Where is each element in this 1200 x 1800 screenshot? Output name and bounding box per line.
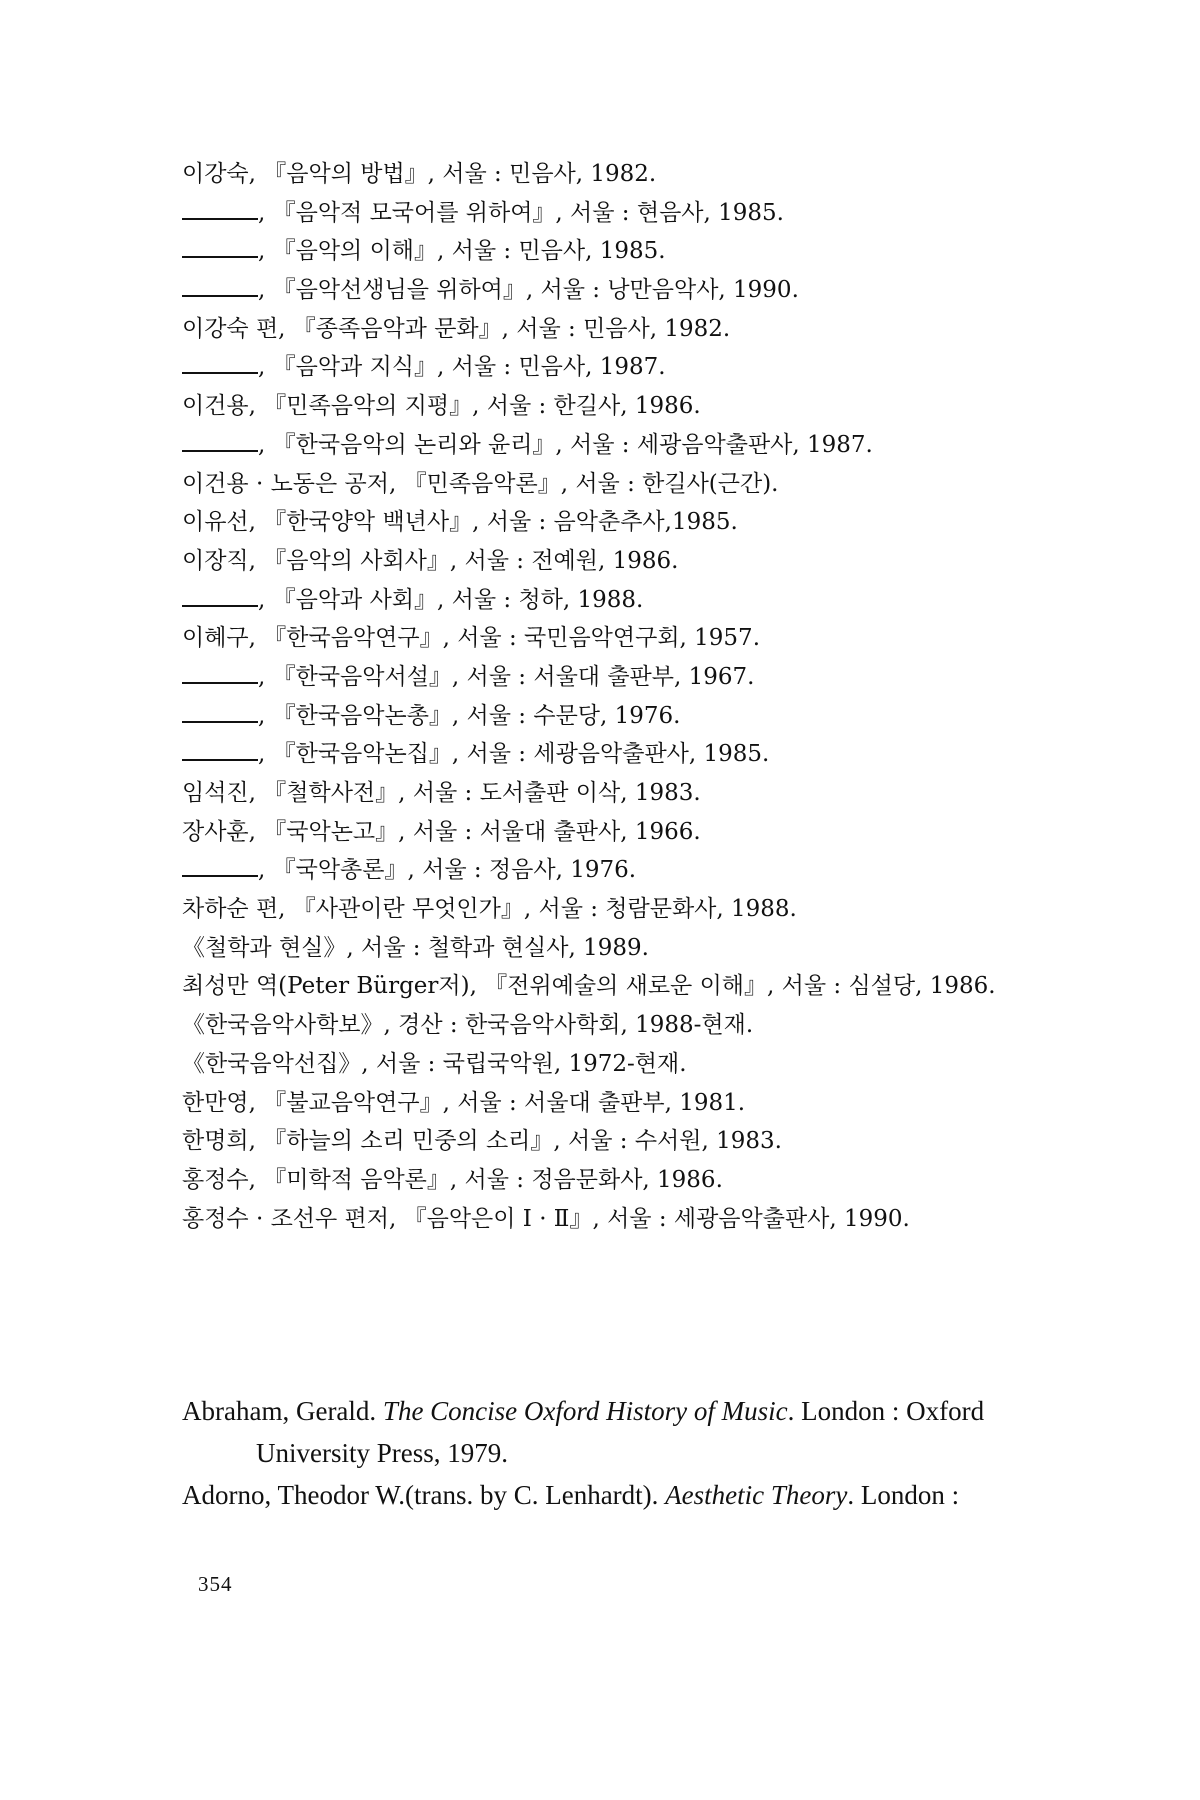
page-number: 354 xyxy=(198,1572,233,1596)
reference-entry: 이강숙 편, 『종족음악과 문화』, 서울 : 민음사, 1982. xyxy=(182,315,731,342)
reference-entry: 최성만 역(Peter Bürger저), 『전위예술의 새로운 이해』, 서울 : 심설당, 1986. xyxy=(182,973,996,1000)
reference-entry: Adorno, Theodor W.(trans. by C. Lenhardt). Aesthetic Theory. London : xyxy=(182,1480,960,1510)
reference-entry: , 『한국음악논총』, 서울 : 수문당, 1976. xyxy=(182,697,1082,736)
reference-entry: Abraham, Gerald. The Concise Oxford History of Music. London : Oxford University Press, 1979. xyxy=(182,1396,985,1468)
reference-entry: 《한국음악사학보》, 경산 : 한국음악사학회, 1988-현재. xyxy=(182,1012,754,1039)
reference-entry: , 『한국음악논집』, 서울 : 세광음악출판사, 1985. xyxy=(182,735,1082,774)
reference-entry: 임석진, 『철학사전』, 서울 : 도서출판 이삭, 1983. xyxy=(182,780,701,806)
reference-entry: , 『한국음악서설』, 서울 : 서울대 출판부, 1967. xyxy=(182,658,1082,697)
reference-entry: 이강숙, 『음악의 방법』, 서울 : 민음사, 1982. xyxy=(182,161,657,187)
ditto-dash xyxy=(182,240,258,258)
reference-entry: 이유선, 『한국양악 백년사』, 서울 : 음악춘추사,1985. xyxy=(182,509,738,536)
reference-entry: 홍정수, 『미학적 음악론』, 서울 : 정음문화사, 1986. xyxy=(182,1166,723,1193)
reference-entry: 이장직, 『음악의 사회사』, 서울 : 전예원, 1986. xyxy=(182,547,679,574)
ditto-dash xyxy=(182,705,258,723)
book-title: The Concise Oxford History of Music xyxy=(382,1396,788,1426)
reference-entry: , 『음악과 사회』, 서울 : 청하, 1988. xyxy=(182,581,1082,620)
reference-entry: 한명희, 『하늘의 소리 민중의 소리』, 서울 : 수서원, 1983. xyxy=(182,1128,782,1155)
reference-entry: 이건용 · 노동은 공저, 『민족음악론』, 서울 : 한길사(근간). xyxy=(182,470,779,497)
ditto-dash xyxy=(182,202,258,220)
ditto-dash xyxy=(182,666,258,684)
reference-entry: , 『국악총론』, 서울 : 정음사, 1976. xyxy=(182,851,1082,890)
reference-entry: , 『음악적 모국어를 위하여』, 서울 : 현음사, 1985. xyxy=(182,194,1082,233)
english-reference-list xyxy=(182,1390,1062,1516)
ditto-dash xyxy=(182,279,258,297)
reference-entry: , 『한국음악의 논리와 윤리』, 서울 : 세광음악출판사, 1987. xyxy=(182,426,1082,465)
reference-entry: , 『음악과 지식』, 서울 : 민음사, 1987. xyxy=(182,348,1082,387)
reference-entry: , 『음악의 이해』, 서울 : 민음사, 1985. xyxy=(182,232,1082,271)
reference-entry: 이건용, 『민족음악의 지평』, 서울 : 한길사, 1986. xyxy=(182,393,701,420)
reference-entry: 《철학과 현실》, 서울 : 철학과 현실사, 1989. xyxy=(182,934,649,961)
reference-entry: 홍정수 · 조선우 편저, 『음악은이 Ⅰ · Ⅱ』, 서울 : 세광음악출판사, 1990. xyxy=(182,1205,910,1232)
reference-entry: 차하순 편, 『사관이란 무엇인가』, 서울 : 청람문화사, 1988. xyxy=(182,896,797,923)
ditto-dash xyxy=(182,743,258,761)
ditto-dash xyxy=(182,589,258,607)
reference-entry: 한만영, 『불교음악연구』, 서울 : 서울대 출판부, 1981. xyxy=(182,1089,746,1116)
korean-reference-list xyxy=(182,155,1082,1238)
reference-entry: 이혜구, 『한국음악연구』, 서울 : 국민음악연구회, 1957. xyxy=(182,625,761,652)
reference-entry: 《한국음악선집》, 서울 : 국립국악원, 1972-현재. xyxy=(182,1050,687,1077)
reference-entry: 장사훈, 『국악논고』, 서울 : 서울대 출판사, 1966. xyxy=(182,818,701,845)
ditto-dash xyxy=(182,434,258,452)
reference-entry: , 『음악선생님을 위하여』, 서울 : 낭만음악사, 1990. xyxy=(182,271,1082,310)
ditto-dash xyxy=(182,356,258,374)
ditto-dash xyxy=(182,859,258,877)
book-title: Aesthetic Theory xyxy=(665,1480,848,1510)
